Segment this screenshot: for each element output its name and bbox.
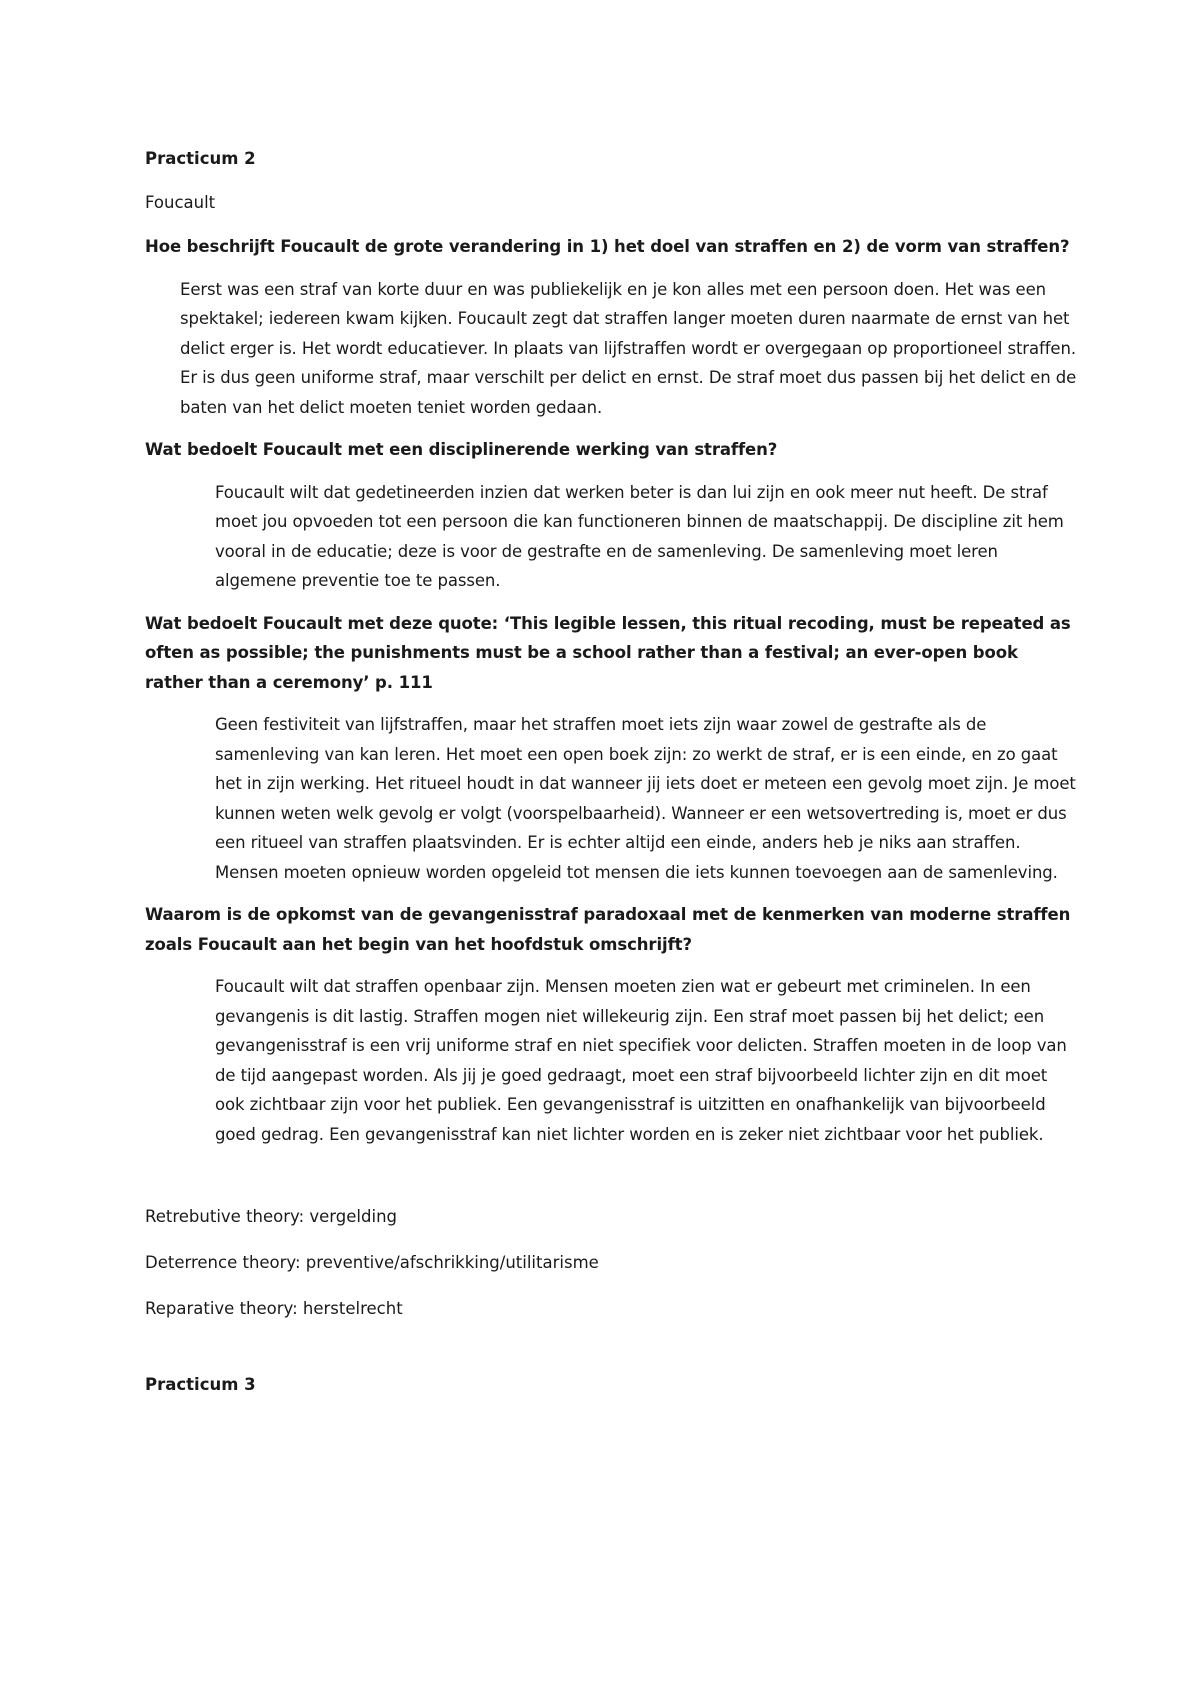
spacer (145, 1162, 1080, 1202)
answer-4: Foucault wilt dat straffen openbaar zijn. Mensen moeten zien wat er gebeurt met criminelen. In een gevangenis is dit lastig. Straffen mogen niet willekeurig zijn. Een straf moet passen bij het delict; een gevangenisstraf is een vrij uniforme straf en niet specifiek voor delicten. Straffen moeten in de loop van de tijd aangepast worden. Als jij je goed gedraagt, moet een straf bijvoorbeeld lichter zijn en dit moet ook zichtbaar zijn voor het publiek. Een gevangenisstraf is uitzitten en onafhankelijk van bijvoorbeeld goed gedrag. Een gevangenisstraf kan niet lichter worden en is zeker niet zichtbaar voor het publiek. (215, 977, 1067, 1144)
answer-1: Eerst was een straf van korte duur en was publiekelijk en je kon alles met een persoon doen. Het was een spektakel; iedereen kwam kijken. Foucault zegt dat straffen langer moeten duren naarmate de ernst van het delict erger is. Het wordt educatiever. In plaats van lijfstraffen wordt er overgegaan op proportioneel straffen. Er is dus geen uniforme straf, maar verschilt per delict en ernst. De straf moet dus passen bij het delict en de baten van het delict moeten teniet worden gedaan. (180, 279, 1077, 417)
question-1: Hoe beschrijft Foucault de grote verandering in 1) het doel van straffen en 2) de vorm van straffen? (145, 237, 1070, 256)
question-3: Wat bedoelt Foucault met deze quote: ‘This legible lessen, this ritual recoding, must be repeated as often as possible; the punishments must be a school rather than a festival; an ever-open book rather than a ceremony’ p. 111 (145, 613, 1071, 692)
theory-reparative: Reparative theory: herstelrecht (145, 1299, 403, 1318)
theory-retributive: Retrebutive theory: vergelding (145, 1207, 397, 1226)
theory-deterrence: Deterrence theory: preventive/afschrikking/utilitarisme (145, 1253, 599, 1272)
document-title: Practicum 2 (145, 149, 256, 168)
question-4: Waarom is de opkomst van de gevangenisstraf paradoxaal met de kenmerken van moderne straffen zoals Foucault aan het begin van het hoofdstuk omschrijft? (145, 905, 1071, 954)
answer-2: Foucault wilt dat gedetineerden inzien dat werken beter is dan lui zijn en ook meer nut heeft. De straf moet jou opvoeden tot een persoon die kan functioneren binnen de maatschappij. De discipline zit hem vooral in de educatie; deze is voor de gestrafte en de samenleving. De samenleving moet leren algemene preventie toe te passen. (215, 482, 1064, 590)
next-section-title: Practicum 3 (145, 1375, 256, 1394)
answer-3: Geen festiviteit van lijfstraffen, maar het straffen moet iets zijn waar zowel de gestrafte als de samenleving van kan leren. Het moet een open boek zijn: zo werkt de straf, er is een einde, en zo gaat het in zijn werking. Het ritueel houdt in dat wanneer jij iets doet er meteen een gevolg moet zijn. Je moet kunnen weten welk gevolg er volgt (voorspelbaarheid). Wanneer er een wetsovertreding is, moet er dus een ritueel van straffen plaatsvinden. Er is echter altijd een einde, anders heb je niks aan straffen. Mensen moeten opnieuw worden opgeleid tot mensen die iets kunnen toevoegen aan de samenleving. (215, 715, 1076, 882)
question-2: Wat bedoelt Foucault met een disciplinerende werking van straffen? (145, 440, 778, 459)
document-subtitle: Foucault (145, 193, 216, 212)
